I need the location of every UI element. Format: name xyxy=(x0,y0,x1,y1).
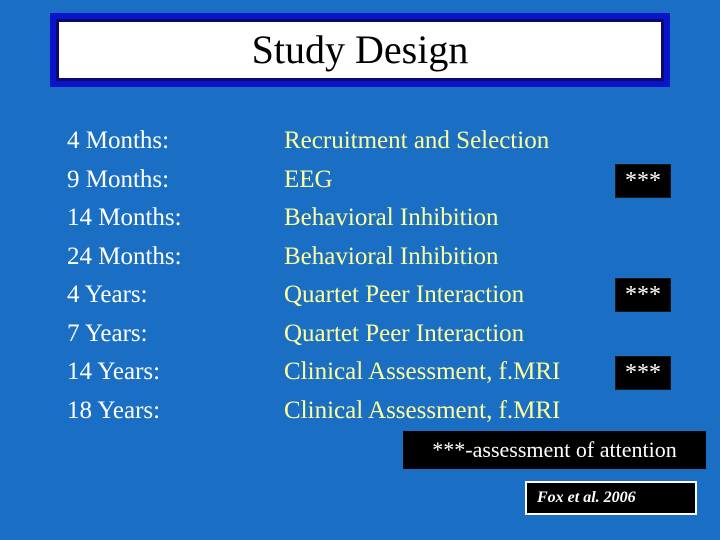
task-label: Behavioral Inhibition xyxy=(284,242,499,270)
attention-marker-eeg: *** xyxy=(615,164,671,198)
age-label: 18 Years: xyxy=(67,396,161,424)
page-title: Study Design xyxy=(251,27,469,72)
task-label: Clinical Assessment, f.MRI xyxy=(284,396,561,424)
task-label: Clinical Assessment, f.MRI xyxy=(284,358,561,385)
task-label: Quartet Peer Interaction xyxy=(284,281,525,308)
attention-note: ***-assessment of attention xyxy=(403,431,706,469)
age-column xyxy=(67,122,182,430)
task-label: EEG xyxy=(284,165,333,193)
attention-marker-4-years: *** xyxy=(615,278,671,312)
age-label: 14 Months: xyxy=(67,204,182,231)
age-label: 4 Months: xyxy=(67,127,170,154)
title-box xyxy=(56,19,664,81)
title-frame xyxy=(50,13,670,87)
citation-box: Fox et al. 2006 xyxy=(525,481,697,515)
attention-marker-14-years: *** xyxy=(615,356,671,390)
task-label: Quartet Peer Interaction xyxy=(284,319,525,347)
age-label: 14 Years: xyxy=(67,358,161,385)
task-column xyxy=(284,122,560,430)
task-label: Recruitment and Selection xyxy=(284,127,550,154)
age-label: 7 Years: xyxy=(67,319,148,347)
task-label: Behavioral Inhibition xyxy=(284,204,499,231)
age-label: 24 Months: xyxy=(67,242,182,270)
age-label: 4 Years: xyxy=(67,281,148,308)
age-label: 9 Months: xyxy=(67,165,170,193)
